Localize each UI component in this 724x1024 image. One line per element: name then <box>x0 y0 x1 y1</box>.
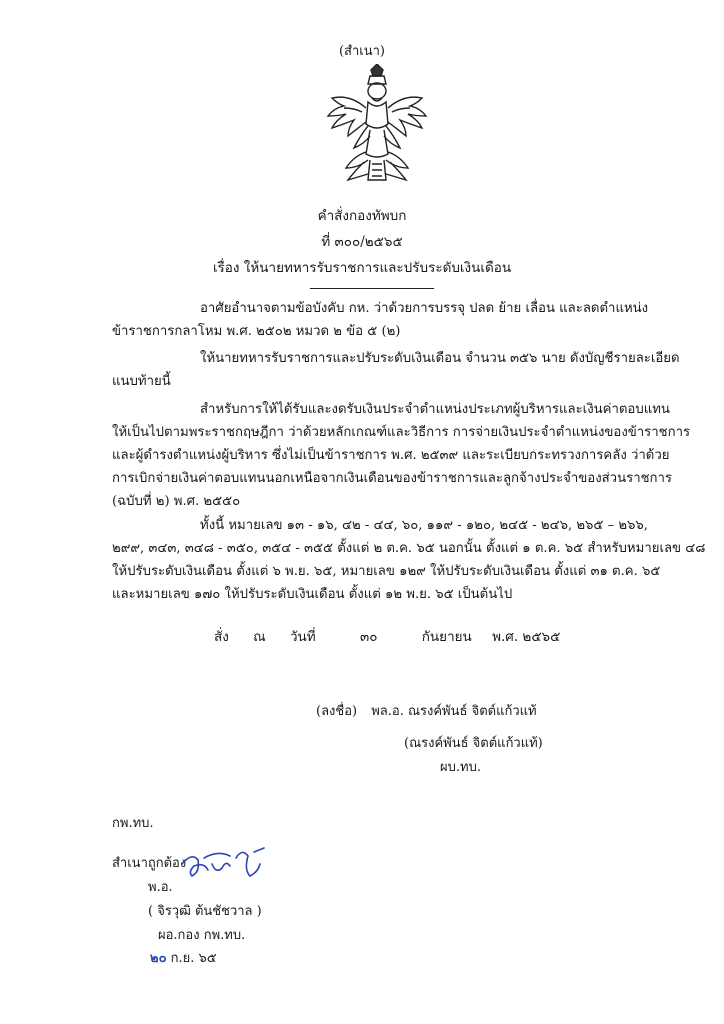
text-line: (ฉบับที่ ๒) พ.ศ. ๒๕๕๐ <box>112 494 241 509</box>
distribution: กพ.ทบ. <box>112 816 154 831</box>
order-title: คำสั่งกองทัพบก <box>317 208 407 224</box>
certification-date <box>150 947 217 968</box>
paragraph-allowance <box>112 398 691 513</box>
text-line: ให้เป็นไปตามพระราชกฤษฎีกา ว่าด้วยหลักเกณฑ์และวิธีการ การจ่ายเงินประจำตำแหน่งของข้าราชการ <box>112 425 691 440</box>
order-date-year: พ.ศ. ๒๕๖๕ <box>492 629 561 645</box>
text-line: แนบท้ายนี้ <box>112 374 171 389</box>
text-line: ทั้งนี้ หมายเลข ๑๓ - ๑๖, ๔๒ - ๔๔, ๖๐, ๑๑๙ - ๑๒๐, ๒๔๕ - ๒๔๖, ๒๖๕ – ๒๖๖, <box>200 518 648 533</box>
order-date-day: ๓๐ <box>359 629 378 645</box>
order-date-na: ณ <box>253 629 266 645</box>
text-line: และหมายเลข ๑๗๐ ให้ปรับระดับเงินเดือน ตั้งแต่ ๑๒ พ.ย. ๖๕ เป็นต้นไป <box>112 587 513 602</box>
handwritten-signature-icon <box>178 846 268 884</box>
paragraph-authority <box>112 297 680 343</box>
certifier-name: ( จิรวุฒิ ต้นชัชวาล ) <box>148 904 262 919</box>
text-line: และผู้ดำรงตำแหน่งผู้บริหาร ซึ่งไม่เป็นข้าราชการ พ.ศ. ๒๕๓๙ และระเบียบกระทรวงการคลัง ว่าด้วย <box>112 448 670 463</box>
certifier-rank: พ.อ. <box>148 880 173 895</box>
text-line: อาศัยอำนาจตามข้อบังคับ กห. ว่าด้วยการบรรจุ ปลด ย้าย เลื่อน และลดตำแหน่ง <box>200 301 649 316</box>
signatory-position: ผบ.ทบ. <box>440 760 481 775</box>
order-subject: เรื่อง ให้นายทหารรับราชการและปรับระดับเงินเดือน <box>212 260 512 276</box>
handwritten-day: ๒๐ <box>150 951 167 966</box>
order-number: ที่ ๓๐๐/๒๕๖๕ <box>321 234 403 250</box>
text-line: สำหรับการให้ได้รับและงดรับเงินประจำตำแหน่งประเภทผู้บริหารและเงินค่าตอบแทน <box>200 402 670 417</box>
certification-date-rest: ก.ย. ๖๕ <box>170 951 217 966</box>
copy-mark: (สำเนา) <box>338 44 385 59</box>
paragraph-appointment <box>112 347 680 393</box>
order-date-wanthi: วันที่ <box>289 629 316 645</box>
garuda-emblem-icon <box>324 64 430 182</box>
signed-label: (ลงชื่อ) <box>316 704 358 719</box>
text-line: ให้ปรับระดับเงินเดือน ตั้งแต่ ๖ พ.ย. ๖๕, หมายเลข ๑๒๙ ให้ปรับระดับเงินเดือน ตั้งแต่ ๓๑ ต.ค. ๖๕ <box>112 564 661 579</box>
text-line: การเบิกจ่ายเงินค่าตอบแทนนอกเหนือจากเงินเดือนของข้าราชการและลูกจ้างประจำของส่วนราชการ <box>112 471 673 486</box>
certifier-position: ผอ.กอง กพ.ทบ. <box>158 928 246 943</box>
text-line: ให้นายทหารรับราชการและปรับระดับเงินเดือน จำนวน ๓๕๖ นาย ดังบัญชีรายละเอียด <box>200 351 680 366</box>
order-date-sang: สั่ง <box>214 629 229 645</box>
certified-copy: สำเนาถูกต้อง <box>112 856 187 871</box>
order-date-month: กันยายน <box>421 629 472 645</box>
order-date <box>214 625 560 647</box>
text-line: ๒๙๙, ๓๔๓, ๓๔๘ - ๓๕๐, ๓๕๔ - ๓๕๕ ตั้งแต่ ๒ ต.ค. ๖๕ นอกนั้น ตั้งแต่ ๑ ต.ค. ๖๕ สำหรับหมายเลข ๔๘ <box>112 541 706 556</box>
signed-name: พล.อ. ณรงค์พันธ์ จิตต์แก้วแท้ <box>371 704 537 719</box>
signature-line <box>316 700 537 721</box>
paragraph-effective-dates <box>112 514 706 606</box>
printed-name: (ณรงค์พันธ์ จิตต์แก้วแท้) <box>404 736 543 751</box>
text-line: ข้าราชการกลาโหม พ.ศ. ๒๕๐๒ หมวด ๒ ข้อ ๕ (๒) <box>112 324 401 339</box>
title-divider <box>310 288 434 289</box>
